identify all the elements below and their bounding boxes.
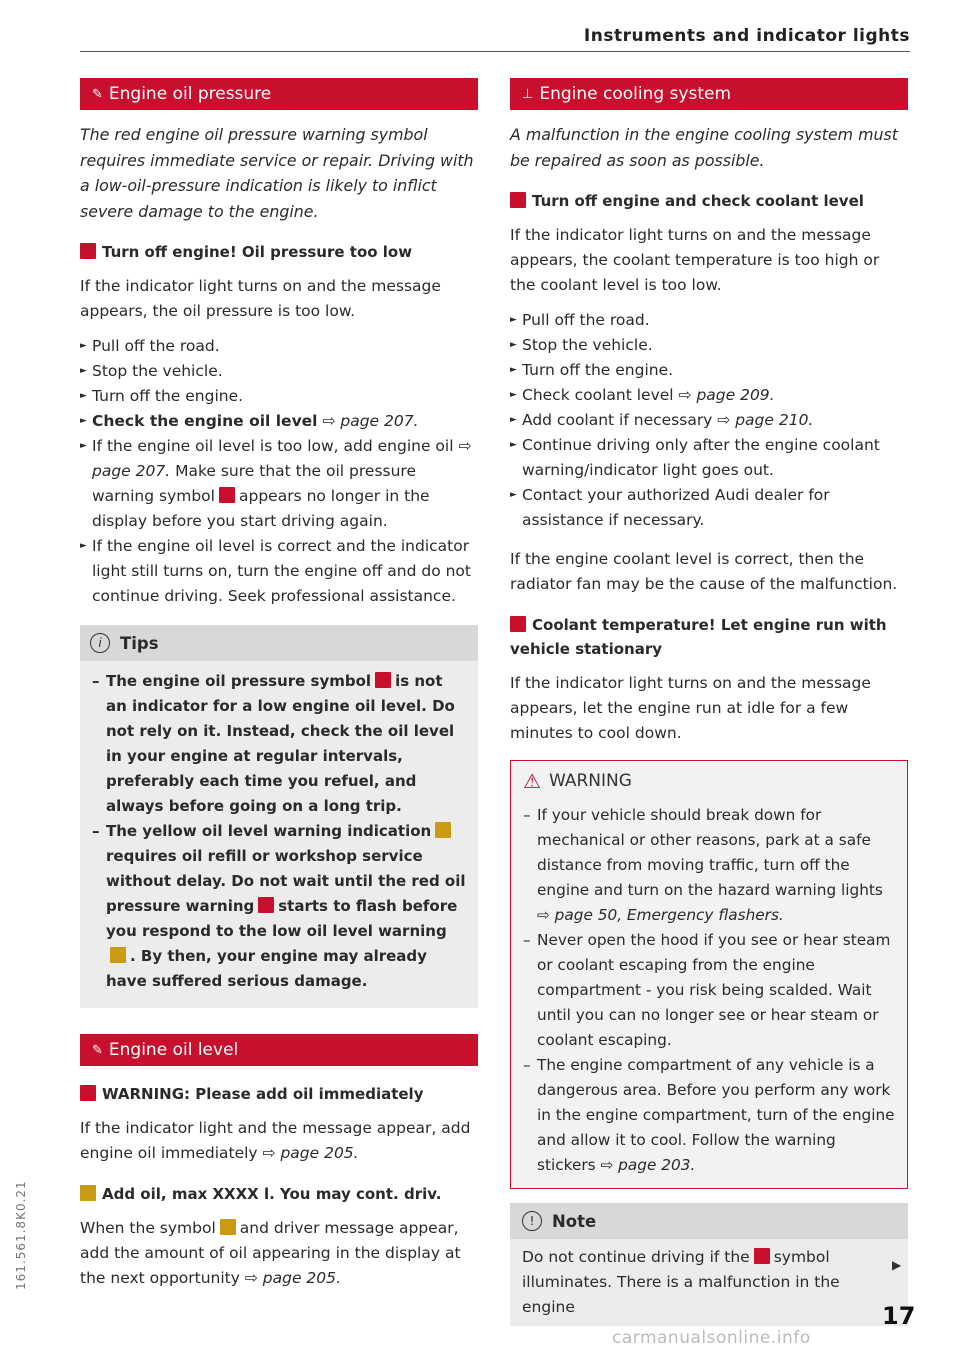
tips-box xyxy=(80,625,478,1008)
cooling-text-1: If the indicator light turns on and the message appears, the coolant temperature is too high or the coolant level is too low. xyxy=(510,226,880,294)
oil-level-text-2: When the symbol and driver message appear, add the amount of oil appearing in the display at the next opportunity ⇨ page 205. xyxy=(80,1219,461,1287)
warning-heading: ⚠ WARNING xyxy=(523,769,632,793)
list-item: ► If the engine oil level is correct and the indicator light still turns on, turn the engine off and do not continue driving. Seek professional assistance. xyxy=(80,534,478,609)
page-reference-link[interactable]: ⇨ page 210. xyxy=(717,411,814,429)
exclamation-icon: ! xyxy=(522,1211,542,1231)
oil-pressure-steps xyxy=(80,334,478,609)
page-reference-link[interactable]: ⇨ page 207. xyxy=(92,437,472,480)
list-item: ► Check the engine oil level ⇨ page 207. xyxy=(80,409,478,434)
oil-level-warning-subheading: WARNING: Please add oil immediately xyxy=(80,1082,478,1106)
oil-level-icon: ✎ xyxy=(92,1042,103,1058)
continue-arrow-icon: ▶ xyxy=(892,1258,902,1272)
page-reference-link[interactable]: ⇨ page 203. xyxy=(600,1156,696,1174)
oil-pressure-lead: The red engine oil pressure warning symbol requires immediate service or repair. Driving with a low-oil-pressure indication is likely to inflict severe damage to the engine. xyxy=(80,125,474,221)
list-item: – The engine compartment of any vehicle is a dangerous area. Before you perform any work in the engine compartment, turn of the engine and allow it to cool. Follow the warning stickers ⇨ page 203. xyxy=(523,1053,895,1178)
list-item: ► Contact your authorized Audi dealer for assistance if necessary. xyxy=(510,483,908,533)
oil-level-warning-icon xyxy=(220,1219,236,1235)
list-item: ► Turn off the engine. xyxy=(80,384,478,409)
note-heading: ! Note xyxy=(510,1203,908,1239)
page-number: 17 xyxy=(882,1302,916,1330)
list-item: ► Check coolant level ⇨ page 209. xyxy=(510,383,908,408)
coolant-warning-icon xyxy=(510,192,526,208)
page-reference-link[interactable]: ⇨ page 205. xyxy=(262,1144,359,1162)
tips-heading: i Tips xyxy=(80,625,478,661)
oil-level-warning-icon xyxy=(80,1185,96,1201)
oil-pressure-warning-icon xyxy=(80,243,96,259)
warning-triangle-icon: ⚠ xyxy=(523,769,541,793)
section-oil-pressure-heading xyxy=(80,78,478,110)
coolant-warning-icon xyxy=(510,616,526,632)
oil-level-text-1: If the indicator light and the message appear, add engine oil immediately ⇨ page 205. xyxy=(80,1119,471,1162)
oil-can-icon: ✎ xyxy=(92,86,103,102)
cooling-steps xyxy=(510,308,908,533)
cooling-text-3: If the indicator light turns on and the message appears, let the engine run at idle for a few minutes to cool down. xyxy=(510,674,871,742)
warning-list xyxy=(511,795,907,1178)
page-reference-link[interactable]: ⇨ page 205. xyxy=(244,1269,341,1287)
list-item: ► Continue driving only after the engine coolant warning/indicator light goes out. xyxy=(510,433,908,483)
right-column xyxy=(510,78,908,1326)
oil-level-warning-icon xyxy=(80,1085,96,1101)
cooling-lead: A malfunction in the engine cooling system must be repaired as soon as possible. xyxy=(510,125,898,170)
list-item: ► Stop the vehicle. xyxy=(80,359,478,384)
warning-box xyxy=(510,760,908,1189)
oil-level-warning-icon xyxy=(110,947,126,963)
watermark: carmanualsonline.info xyxy=(612,1328,811,1348)
oil-pressure-warning-icon xyxy=(375,672,391,688)
left-column xyxy=(80,78,478,1291)
list-item: ► If the engine oil level is too low, add engine oil ⇨ page 207. Make sure that the oil pressure warning symbol appears no longer in the display before you start driving again. xyxy=(80,434,478,534)
list-item: – The yellow oil level warning indicationrequires oil refill or workshop service without delay. Do not wait until the red oil pressure warning starts to flash before you respond to the low oil level warning. By then, your engine may already have suffered serious damage. xyxy=(92,819,466,994)
cooling-subheading-1: Turn off engine and check coolant level xyxy=(510,189,908,213)
oil-level-add-subheading: Add oil, max XXXX l. You may cont. driv. xyxy=(80,1182,478,1206)
tips-list xyxy=(80,661,478,994)
page-reference-link[interactable]: ⇨ page 209. xyxy=(678,386,775,404)
cooling-subheading-2: Coolant temperature! Let engine run with vehicle stationary xyxy=(510,616,887,658)
note-box xyxy=(510,1203,908,1326)
list-item: – Never open the hood if you see or hear steam or coolant escaping from the engine compartment - you risk being scalded. Wait until you can no longer see or hear steam or coolant escaping. xyxy=(523,928,895,1053)
oil-pressure-subheading: Turn off engine! Oil pressure too low xyxy=(80,240,478,264)
page-reference-link[interactable]: ⇨ page 50, Emergency flashers. xyxy=(537,906,784,924)
note-text: Do not continue driving if the symbol illuminates. There is a malfunction in the engine xyxy=(522,1248,840,1316)
oil-pressure-warning-icon xyxy=(219,487,235,503)
page-reference-link[interactable]: ⇨ page 207. xyxy=(322,412,419,430)
info-icon: i xyxy=(90,633,110,653)
oil-pressure-text: If the indicator light turns on and the message appears, the oil pressure is too low. xyxy=(80,277,441,320)
thermometer-icon: ⊥ xyxy=(522,86,534,102)
list-item: ► Pull off the road. xyxy=(80,334,478,359)
page-header xyxy=(80,24,910,52)
list-item: ► Turn off the engine. xyxy=(510,358,908,383)
side-code: 161.561.8K0.21 xyxy=(14,1180,28,1290)
list-item: ► Pull off the road. xyxy=(510,308,908,333)
cooling-text-2: If the engine coolant level is correct, then the radiator fan may be the cause of the malfunction. xyxy=(510,550,898,593)
list-item: ► Stop the vehicle. xyxy=(510,333,908,358)
oil-pressure-warning-icon xyxy=(258,897,274,913)
heading-text: Engine oil pressure xyxy=(108,84,272,104)
oil-level-warning-icon xyxy=(435,822,451,838)
list-item: – If your vehicle should break down for mechanical or other reasons, park at a safe distance from moving traffic, turn off the engine and turn on the hazard warning lights ⇨ page 50, Emergency flashers. xyxy=(523,803,895,928)
list-item: – The engine oil pressure symbol is not an indicator for a low engine oil level. Do not rely on it. Instead, check the oil level in your engine at regular intervals, preferably each time you refuel, and always before going on a long trip. xyxy=(92,669,466,819)
section-oil-level-heading: ✎ Engine oil level xyxy=(80,1034,478,1066)
section-cooling-heading: ⊥ Engine cooling system xyxy=(510,78,908,110)
page-title: Instruments and indicator lights xyxy=(583,26,910,46)
list-item: ► Add coolant if necessary ⇨ page 210. xyxy=(510,408,908,433)
coolant-warning-icon xyxy=(754,1248,770,1264)
